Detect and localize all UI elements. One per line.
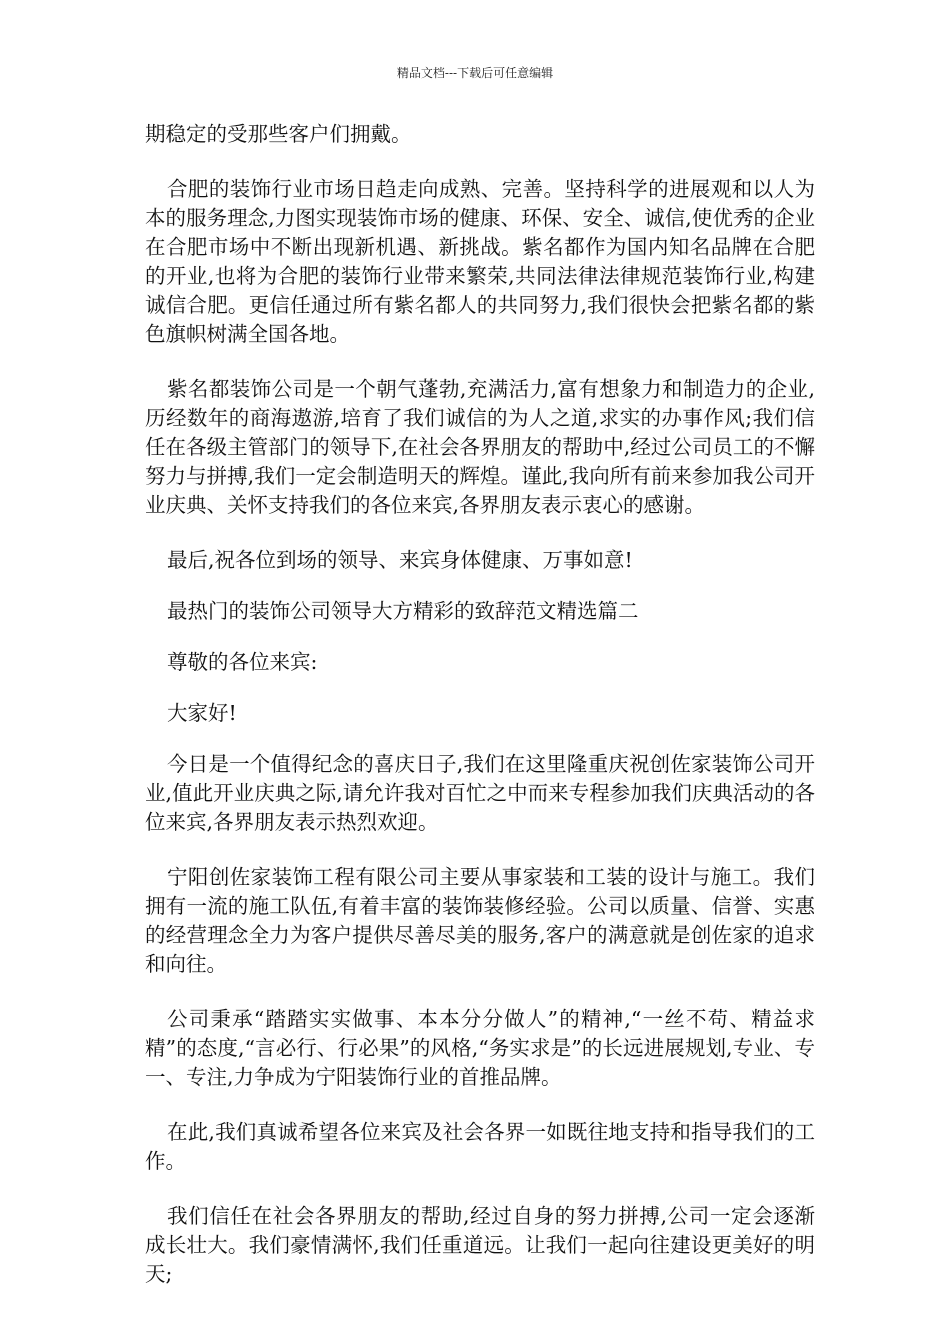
paragraph: 合肥的装饰行业市场日趋走向成熟、完善。坚持科学的进展观和以人为本的服务理念,力图实现装饰市场的健康、环保、安全、诚信,使优秀的企业在合肥市场中不断出现新机遇、新挑战。紫名都作为国内知名品牌在合肥的开业,也将为合肥的装饰行业带来繁荣,共同法律法律规范装饰行业,构建诚信合肥。更信任通过所有紫名都人的共同努力,我们很快会把紫名都的紫色旗帜树满全国各地。 xyxy=(145,177,815,346)
paragraph: 紫名都装饰公司是一个朝气蓬勃,充满活力,富有想象力和制造力的企业,历经数年的商海遨游,培育了我们诚信的为人之道,求实的办事作风;我们信任在各级主管部门的领导下,在社会各界朋友的帮助中,经过公司员工的不懈努力与拼搏,我们一定会制造明天的辉煌。谨此,我向所有前来参加我公司开业庆典、关怀支持我们的各位来宾,各界朋友表示衷心的感谢。 xyxy=(145,377,815,517)
page-header: 精品文档---下载后可任意编辑 xyxy=(396,66,554,80)
paragraph: 我们信任在社会各界朋友的帮助,经过自身的努力拼搏,公司一定会逐渐成长壮大。我们豪情满怀,我们任重道远。让我们一起向往建设更美好的明天; xyxy=(145,1204,815,1286)
paragraph: 最后,祝各位到场的领导、来宾身体健康、万事如意! xyxy=(167,548,633,572)
paragraph: 大家好! xyxy=(167,701,237,725)
paragraph: 最热门的装饰公司领导大方精彩的致辞范文精选篇二 xyxy=(167,599,639,623)
paragraph: 今日是一个值得纪念的喜庆日子,我们在这里隆重庆祝创佐家装饰公司开业,值此开业庆典之际,请允许我对百忙之中而来专程参加我们庆典活动的各位来宾,各界朋友表示热烈欢迎。 xyxy=(145,752,815,834)
paragraph: 宁阳创佐家装饰工程有限公司主要从事家装和工装的设计与施工。我们拥有一流的施工队伍,有着丰富的装饰装修经验。公司以质量、信誉、实惠的经营理念全力为客户提供尽善尽美的服务,客户的满意就是创佐家的追求和向往。 xyxy=(145,865,815,976)
paragraph: 期稳定的受那些客户们拥戴。 xyxy=(145,122,412,146)
paragraph: 尊敬的各位来宾: xyxy=(167,650,318,674)
paragraph: 在此,我们真诚希望各位来宾及社会各界一如既往地支持和指导我们的工作。 xyxy=(145,1120,815,1173)
paragraph: 公司秉承“踏踏实实做事、本本分分做人”的精神,“一丝不苟、精益求精”的态度,“言必行、行必果”的风格,“务实求是”的长远进展规划,专业、专一、专注,力争成为宁阳装饰行业的首推品牌。 xyxy=(145,1007,815,1089)
document-body xyxy=(145,120,815,1289)
